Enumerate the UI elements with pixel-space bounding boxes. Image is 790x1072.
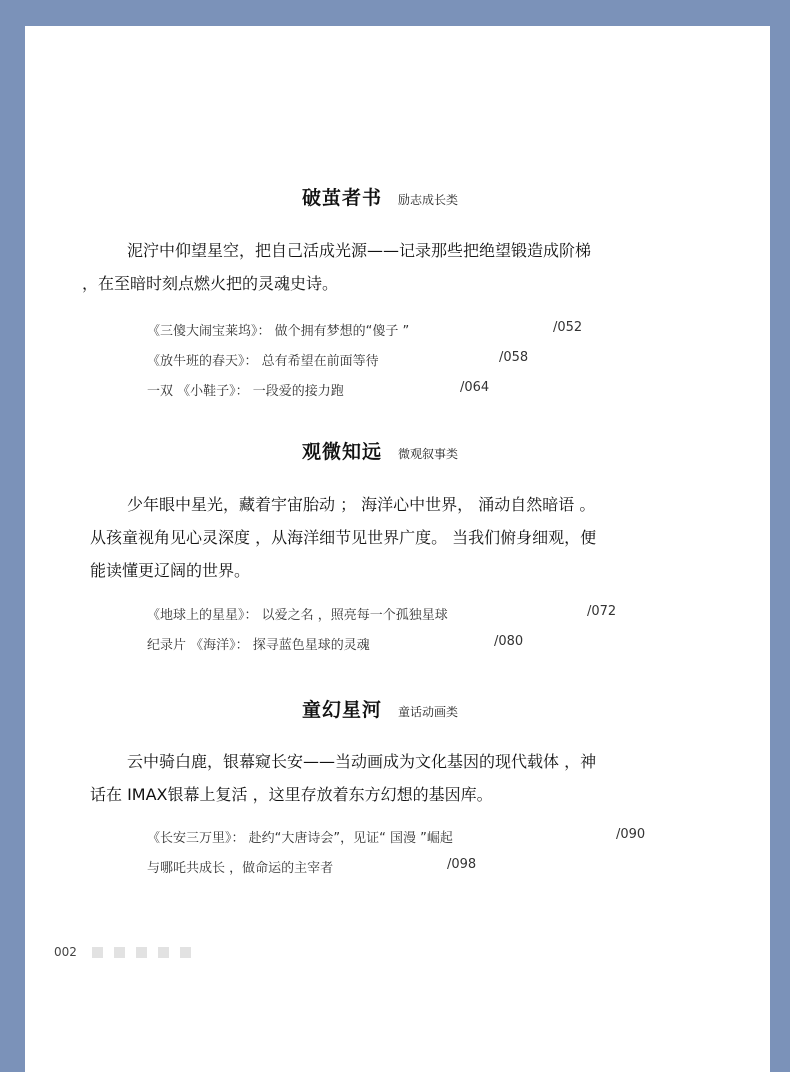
- section-header: [302, 437, 458, 467]
- section-paragraph: [90, 745, 700, 811]
- entry-page: /052: [553, 320, 583, 335]
- section-subtitle: 童话动画类: [398, 705, 459, 719]
- page: [25, 26, 770, 1072]
- paragraph-line: ，在至暗时刻点燃火把的灵魂史诗。: [82, 274, 339, 293]
- page-footer: [54, 945, 191, 959]
- entry-page: /064: [460, 380, 490, 395]
- section-subtitle: 励志成长类: [398, 193, 459, 207]
- entry-title: 与哪吒共成长 ，做命运的主宰者: [147, 861, 334, 876]
- paragraph-line: 泥泞中仰望星空，把自己活成光源——记录那些把绝望锻造成阶梯: [127, 241, 592, 260]
- page-number: 002: [54, 945, 77, 959]
- entry-page: /072: [587, 604, 617, 619]
- section-subtitle: 微观叙事类: [398, 447, 459, 461]
- entry-title: 一双 《小鞋子》： 一段爱的接力跑: [147, 384, 344, 399]
- section-title: 童幻星河: [302, 699, 383, 721]
- section-header: [302, 183, 458, 213]
- entry-page: /090: [616, 827, 646, 842]
- section-title: 破茧者书: [302, 187, 383, 209]
- footer-decoration-square: [92, 947, 103, 958]
- section-title: 观微知远: [302, 441, 383, 463]
- entry-page: /098: [447, 857, 477, 872]
- footer-decoration-square: [136, 947, 147, 958]
- footer-decoration-square: [158, 947, 169, 958]
- footer-decoration-square: [114, 947, 125, 958]
- entry-title: 《三傻大闹宝莱坞》： 做个拥有梦想的“傻子 ”: [147, 324, 410, 339]
- section-header: [302, 695, 458, 725]
- paragraph-line: 从孩童视角见心灵深度 ，从海洋细节见世界广度。 当我们俯身细观，便: [90, 528, 597, 547]
- paragraph-line: 少年眼中星光，藏着宇宙胎动 ； 海洋心中世界， 涌动自然暗语 。: [127, 495, 596, 514]
- entry-title: 纪录片 《海洋》： 探寻蓝色星球的灵魂: [147, 638, 370, 653]
- paragraph-line: 话在 IMAX银幕上复活 ，这里存放着东方幻想的基因库。: [90, 785, 493, 804]
- section-paragraph: [90, 488, 700, 587]
- entry-page: /058: [499, 350, 529, 365]
- entry-title: 《长安三万里》： 赴约“大唐诗会”，见证“ 国漫 ”崛起: [147, 831, 453, 846]
- entry-page: /080: [494, 634, 524, 649]
- footer-decoration-square: [180, 947, 191, 958]
- entry-title: 《地球上的星星》： 以爱之名 ，照亮每一个孤独星球: [147, 608, 448, 623]
- section-paragraph: [82, 234, 700, 300]
- entry-title: 《放牛班的春天》： 总有希望在前面等待: [147, 354, 379, 369]
- paragraph-line: 能读懂更辽阔的世界。: [90, 561, 251, 580]
- paragraph-line: 云中骑白鹿，银幕窥长安——当动画成为文化基因的现代载体 ，神: [127, 752, 597, 771]
